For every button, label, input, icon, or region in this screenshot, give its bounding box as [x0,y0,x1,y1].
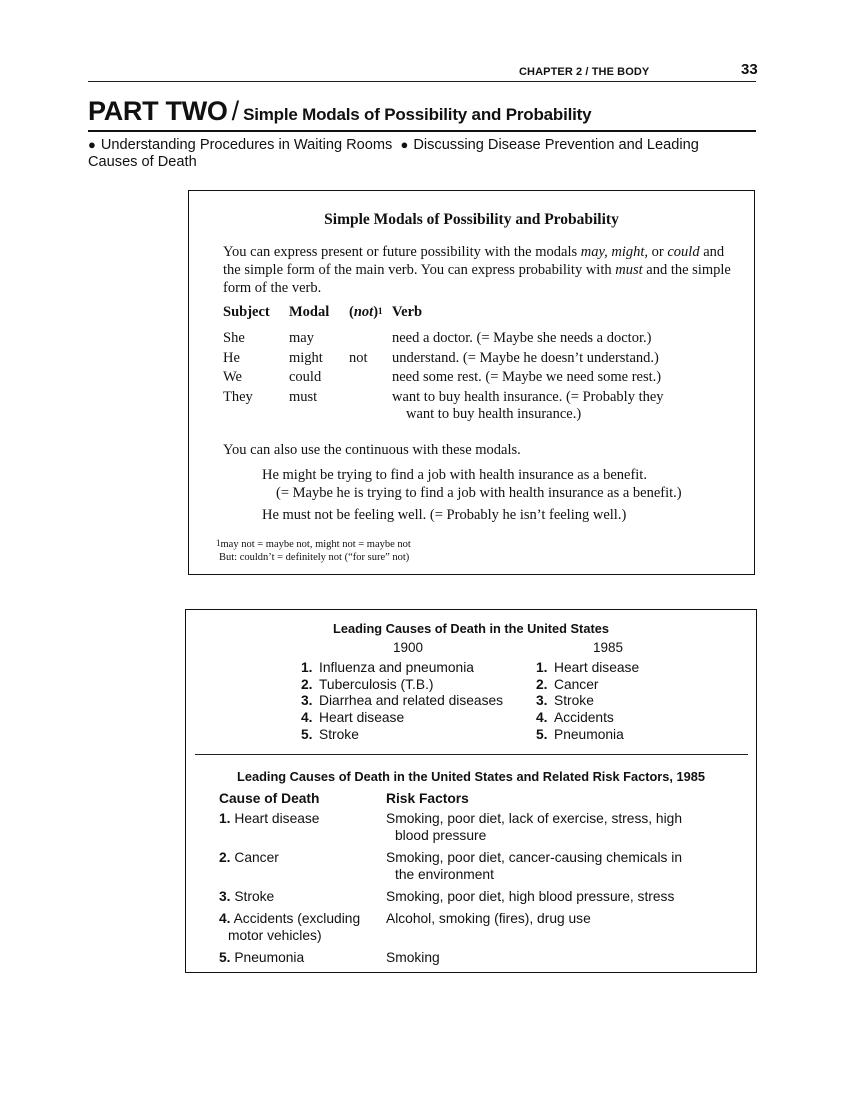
cause-text: Cancer [234,850,279,865]
footnote-line: But: couldn’t = definitely not (“for sure” not) [219,552,410,563]
objective-item: Discussing Disease Prevention and Leading Causes of Death [88,137,699,170]
cause-text: Heart disease [554,660,640,675]
list-item [301,710,503,727]
cause-text: Accidents (excluding [233,911,361,926]
list-item [301,677,503,694]
rank-number: 4. [536,710,548,726]
continuous-intro: You can also use the continuous with these modals. [223,442,521,458]
objectives [88,136,748,171]
row-modal: could [289,369,322,385]
running-head [0,60,850,82]
list-item [536,710,639,727]
row-verb: want to buy health insurance. (= Probably they [392,388,664,405]
footnote-ref: 1 [378,306,383,316]
footnote [216,538,411,564]
part-separator: / [231,96,240,126]
row-cause [219,949,384,966]
rank-number: 2. [301,676,313,692]
page-number: 33 [741,61,758,78]
part-rule [88,130,756,132]
header-modal: Modal [289,304,330,320]
grammar-box [188,190,755,575]
rank-number: 4. [301,710,313,726]
section-divider [195,754,748,755]
row-verb: need some rest. (= Maybe we need some rest.) [392,369,662,385]
risk-factors-title: Leading Causes of Death in the United States and Related Risk Factors, 1985 [237,769,705,784]
cause-text: Stroke [554,693,594,709]
part-label: PART TWO [88,96,228,126]
objective-item: Understanding Procedures in Waiting Rooms [100,137,393,153]
cause-text: Accidents [554,710,614,726]
risk-text-continuation: the environment [395,867,494,882]
row-verb-continuation: want to buy health insurance.) [406,406,582,422]
risk-text: Smoking, poor diet, high blood pressure, stress [386,889,675,904]
row-not: not [349,349,368,366]
rank-number: 1. [301,660,313,675]
rank-number: 2. [536,676,548,692]
risk-factors-table [219,790,739,969]
rank-number: 3. [536,693,548,709]
row-risk [386,888,739,905]
risk-text: Smoking, poor diet, cancer-causing chemicals in [386,850,683,865]
cause-text: Pneumonia [554,726,624,742]
example-sentence: He might be trying to find a job with health insurance as a benefit. [262,467,647,483]
causes-list-1900 [301,660,503,744]
rank-number: 4. [219,911,231,926]
causes-title: Leading Causes of Death in the United States [333,621,609,636]
row-subject: They [223,388,253,405]
grammar-box-title: Simple Modals of Possibility and Probability [324,211,619,228]
cause-text: Influenza and pneumonia [319,660,474,675]
intro-text: and the simple form of the verb. [223,262,731,296]
rank-number: 5. [301,726,313,742]
cause-text: Heart disease [234,811,320,826]
grammar-intro [223,243,733,297]
rank-number: 3. [301,693,313,709]
header-not: (not)$^1$ [349,304,383,320]
risk-table-row [219,810,739,849]
row-modal: might [289,349,323,366]
year-1985-label: 1985 [593,640,624,655]
risk-text: Smoking, poor diet, lack of exercise, stress, high [386,811,682,826]
row-cause [219,810,384,827]
row-subject: We [223,369,242,385]
intro-text: You can express present or future possibility with the modals [223,244,581,260]
intro-modal: must [615,262,643,278]
intro-modal: could [667,244,700,260]
header-subject: Subject [223,304,270,320]
rank-number: 2. [219,850,231,865]
row-subject: He [223,349,240,366]
header-rule [88,81,756,82]
list-item [301,660,503,677]
risk-table-header [219,790,739,810]
row-verb: need a doctor. (= Maybe she needs a doctor.) [392,330,652,346]
cause-text: Heart disease [319,710,405,726]
rank-number: 5. [219,950,231,965]
row-subject: She [223,330,245,346]
rank-number: 1. [536,660,548,675]
header-verb: Verb [392,304,423,320]
footnote-line: may not = maybe not, might not = maybe not [220,539,411,550]
cause-text: Pneumonia [234,950,305,965]
row-cause [219,888,384,905]
row-risk [386,849,739,883]
cause-text: Cancer [554,676,599,692]
row-cause [219,849,384,866]
year-1900-label: 1900 [393,640,424,655]
row-modal: must [289,388,318,405]
risk-text-continuation: blood pressure [395,828,487,843]
header-risk: Risk Factors [386,791,469,806]
list-item [301,727,503,744]
example-sentence: He must not be feeling well. (= Probably he isn’t feeling well.) [262,507,627,523]
footnote-marker: 1 [216,538,221,548]
cause-text: Stroke [234,889,275,904]
example-paraphrase: (= Maybe he is trying to find a job with health insurance as a benefit.) [276,485,682,501]
chapter-label: CHAPTER 2 / THE BODY [519,66,650,78]
header-cause: Cause of Death [219,791,320,806]
risk-table-row [219,888,739,910]
bullet-icon: ● [88,137,96,152]
risk-table-row [219,910,739,949]
cause-text: Tuberculosis (T.B.) [319,676,434,692]
part-heading [88,96,591,127]
intro-modal: may, [580,244,608,260]
part-subtitle: Simple Modals of Possibility and Probability [243,105,592,124]
intro-modal: might, [611,244,649,260]
row-verb: understand. (= Maybe he doesn’t understand.) [392,349,659,366]
rank-number: 1. [219,811,231,826]
list-item [536,693,639,710]
causes-list-1985 [536,660,639,744]
row-risk [386,810,739,844]
causes-of-death-box [185,609,757,973]
rank-number: 3. [219,889,231,904]
cause-text: Diarrhea and related diseases [319,693,504,709]
rank-number: 5. [536,726,548,742]
row-modal: may [289,330,314,346]
list-item [536,727,639,744]
row-cause [219,910,384,944]
risk-table-row [219,949,739,969]
list-item [536,660,639,677]
risk-text: Smoking [386,950,440,965]
row-risk [386,910,739,927]
intro-text: or [648,244,664,260]
cause-text: Stroke [319,726,359,742]
list-item [301,693,503,710]
bullet-icon: ● [400,137,409,152]
list-item [536,677,639,694]
risk-text: Alcohol, smoking (fires), drug use [386,911,591,926]
risk-table-row [219,849,739,888]
cause-text-continuation: motor vehicles) [228,928,322,943]
intro-text: and the simple form of the main verb. You can express probability with [223,244,725,278]
row-risk [386,949,739,966]
